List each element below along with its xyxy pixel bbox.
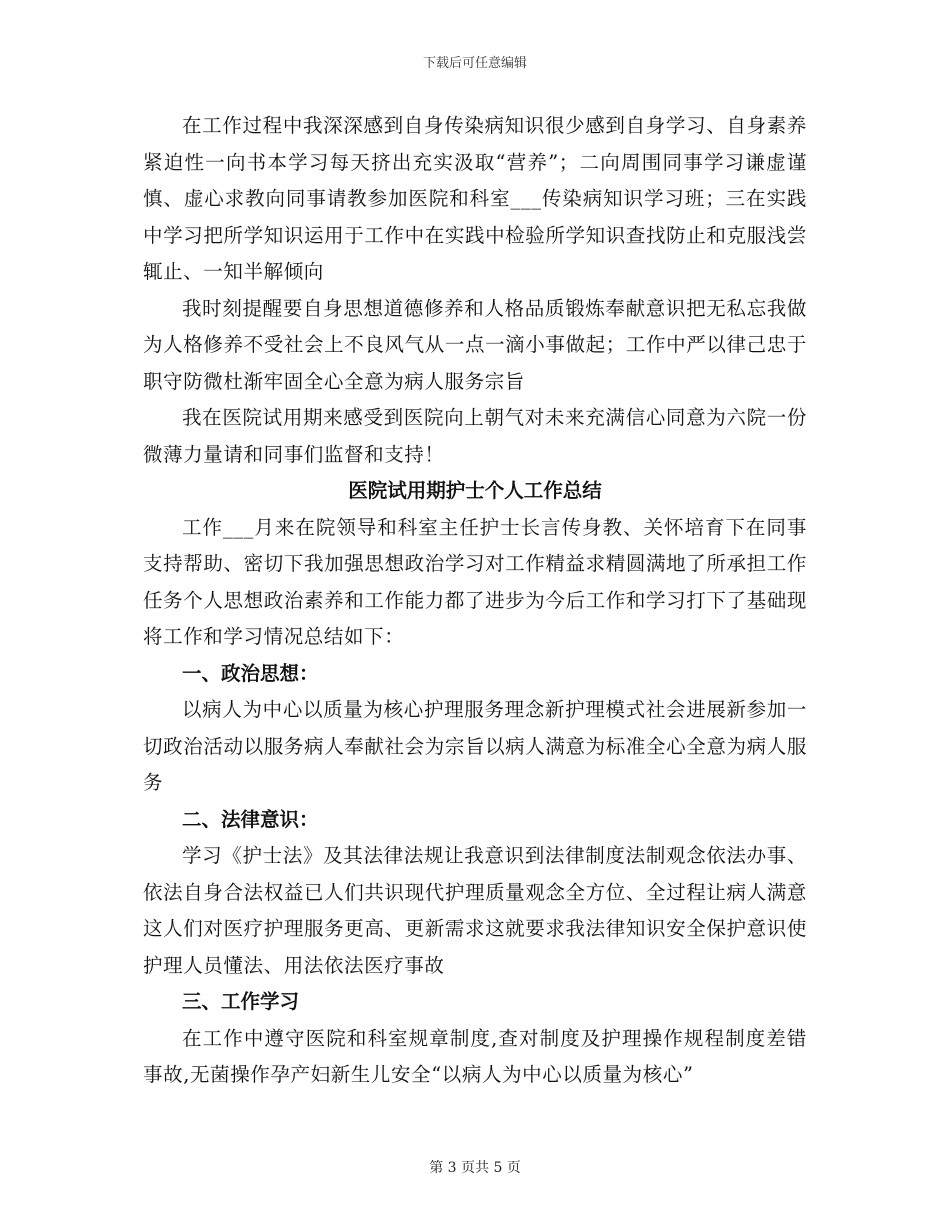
paragraph-work-study: 在工作中遵守医院和科室规章制度,查对制度及护理操作规程制度差错事故,无菌操作孕产妇新生儿安全“以病人为中心以质量为核心” — [143, 1026, 807, 1086]
document-body — [143, 108, 807, 1094]
paragraph-moral-cultivation: 我时刻提醒要自身思想道德修养和人格品质锻炼奉献意识把无私忘我做为人格修养不受社会上不良风气从一点一滴小事做起；工作中严以律己忠于职守防微杜渐牢固全心全意为病人服务宗旨 — [143, 296, 807, 393]
page-header: 下载后可任意编辑 — [422, 56, 527, 71]
paragraph-self-study: 在工作过程中我深深感到自身传染病知识很少感到自身学习、自身素养紧迫性一向书本学习每天挤出充实汲取“营养”；二向周围同事学习谦虚谨慎、虚心求教向同事请教参加医院和科室___传染病知识学习班；三在实践中学习把所学知识运用于工作中在实践中检验所学知识查找防止和克服浅尝辄止、一知半解倾向 — [143, 114, 807, 283]
heading-political-thought: 一、政治思想： — [182, 661, 319, 685]
heading-legal-awareness: 二、法律意识： — [182, 807, 319, 831]
paragraph-confidence: 我在医院试用期来感受到医院向上朝气对未来充满信心同意为六院一份微薄力量请和同事们监督和支持！ — [143, 406, 807, 466]
page-number-footer: 第 3 页共 5 页 — [429, 1160, 521, 1176]
paragraph-intro: 工作___月来在院领导和科室主任护士长言传身教、关怀培育下在同事支持帮助、密切下我加强思想政治学习对工作精益求精圆满地了所承担工作任务个人思想政治素养和工作能力都了进步为今后工作和学习打下了基础现将工作和学习情况总结如下： — [143, 515, 807, 648]
paragraph-legal-awareness: 学习《护士法》及其法律法规让我意识到法律制度法制观念依法办事、依法自身合法权益已人们共识现代护理质量观念全方位、全过程让病人满意这人们对医疗护理服务更高、更新需求这就要求我法律知识安全保护意识使护理人员懂法、用法依法医疗事故 — [143, 844, 807, 977]
heading-work-study: 三、工作学习 — [182, 990, 300, 1013]
section-title: 医院试用期护士个人工作总结 — [348, 479, 602, 502]
paragraph-political-thought: 以病人为中心以质量为核心护理服务理念新护理模式社会进展新参加一切政治活动以服务病人奉献社会为宗旨以病人满意为标准全心全意为病人服务 — [143, 698, 807, 794]
